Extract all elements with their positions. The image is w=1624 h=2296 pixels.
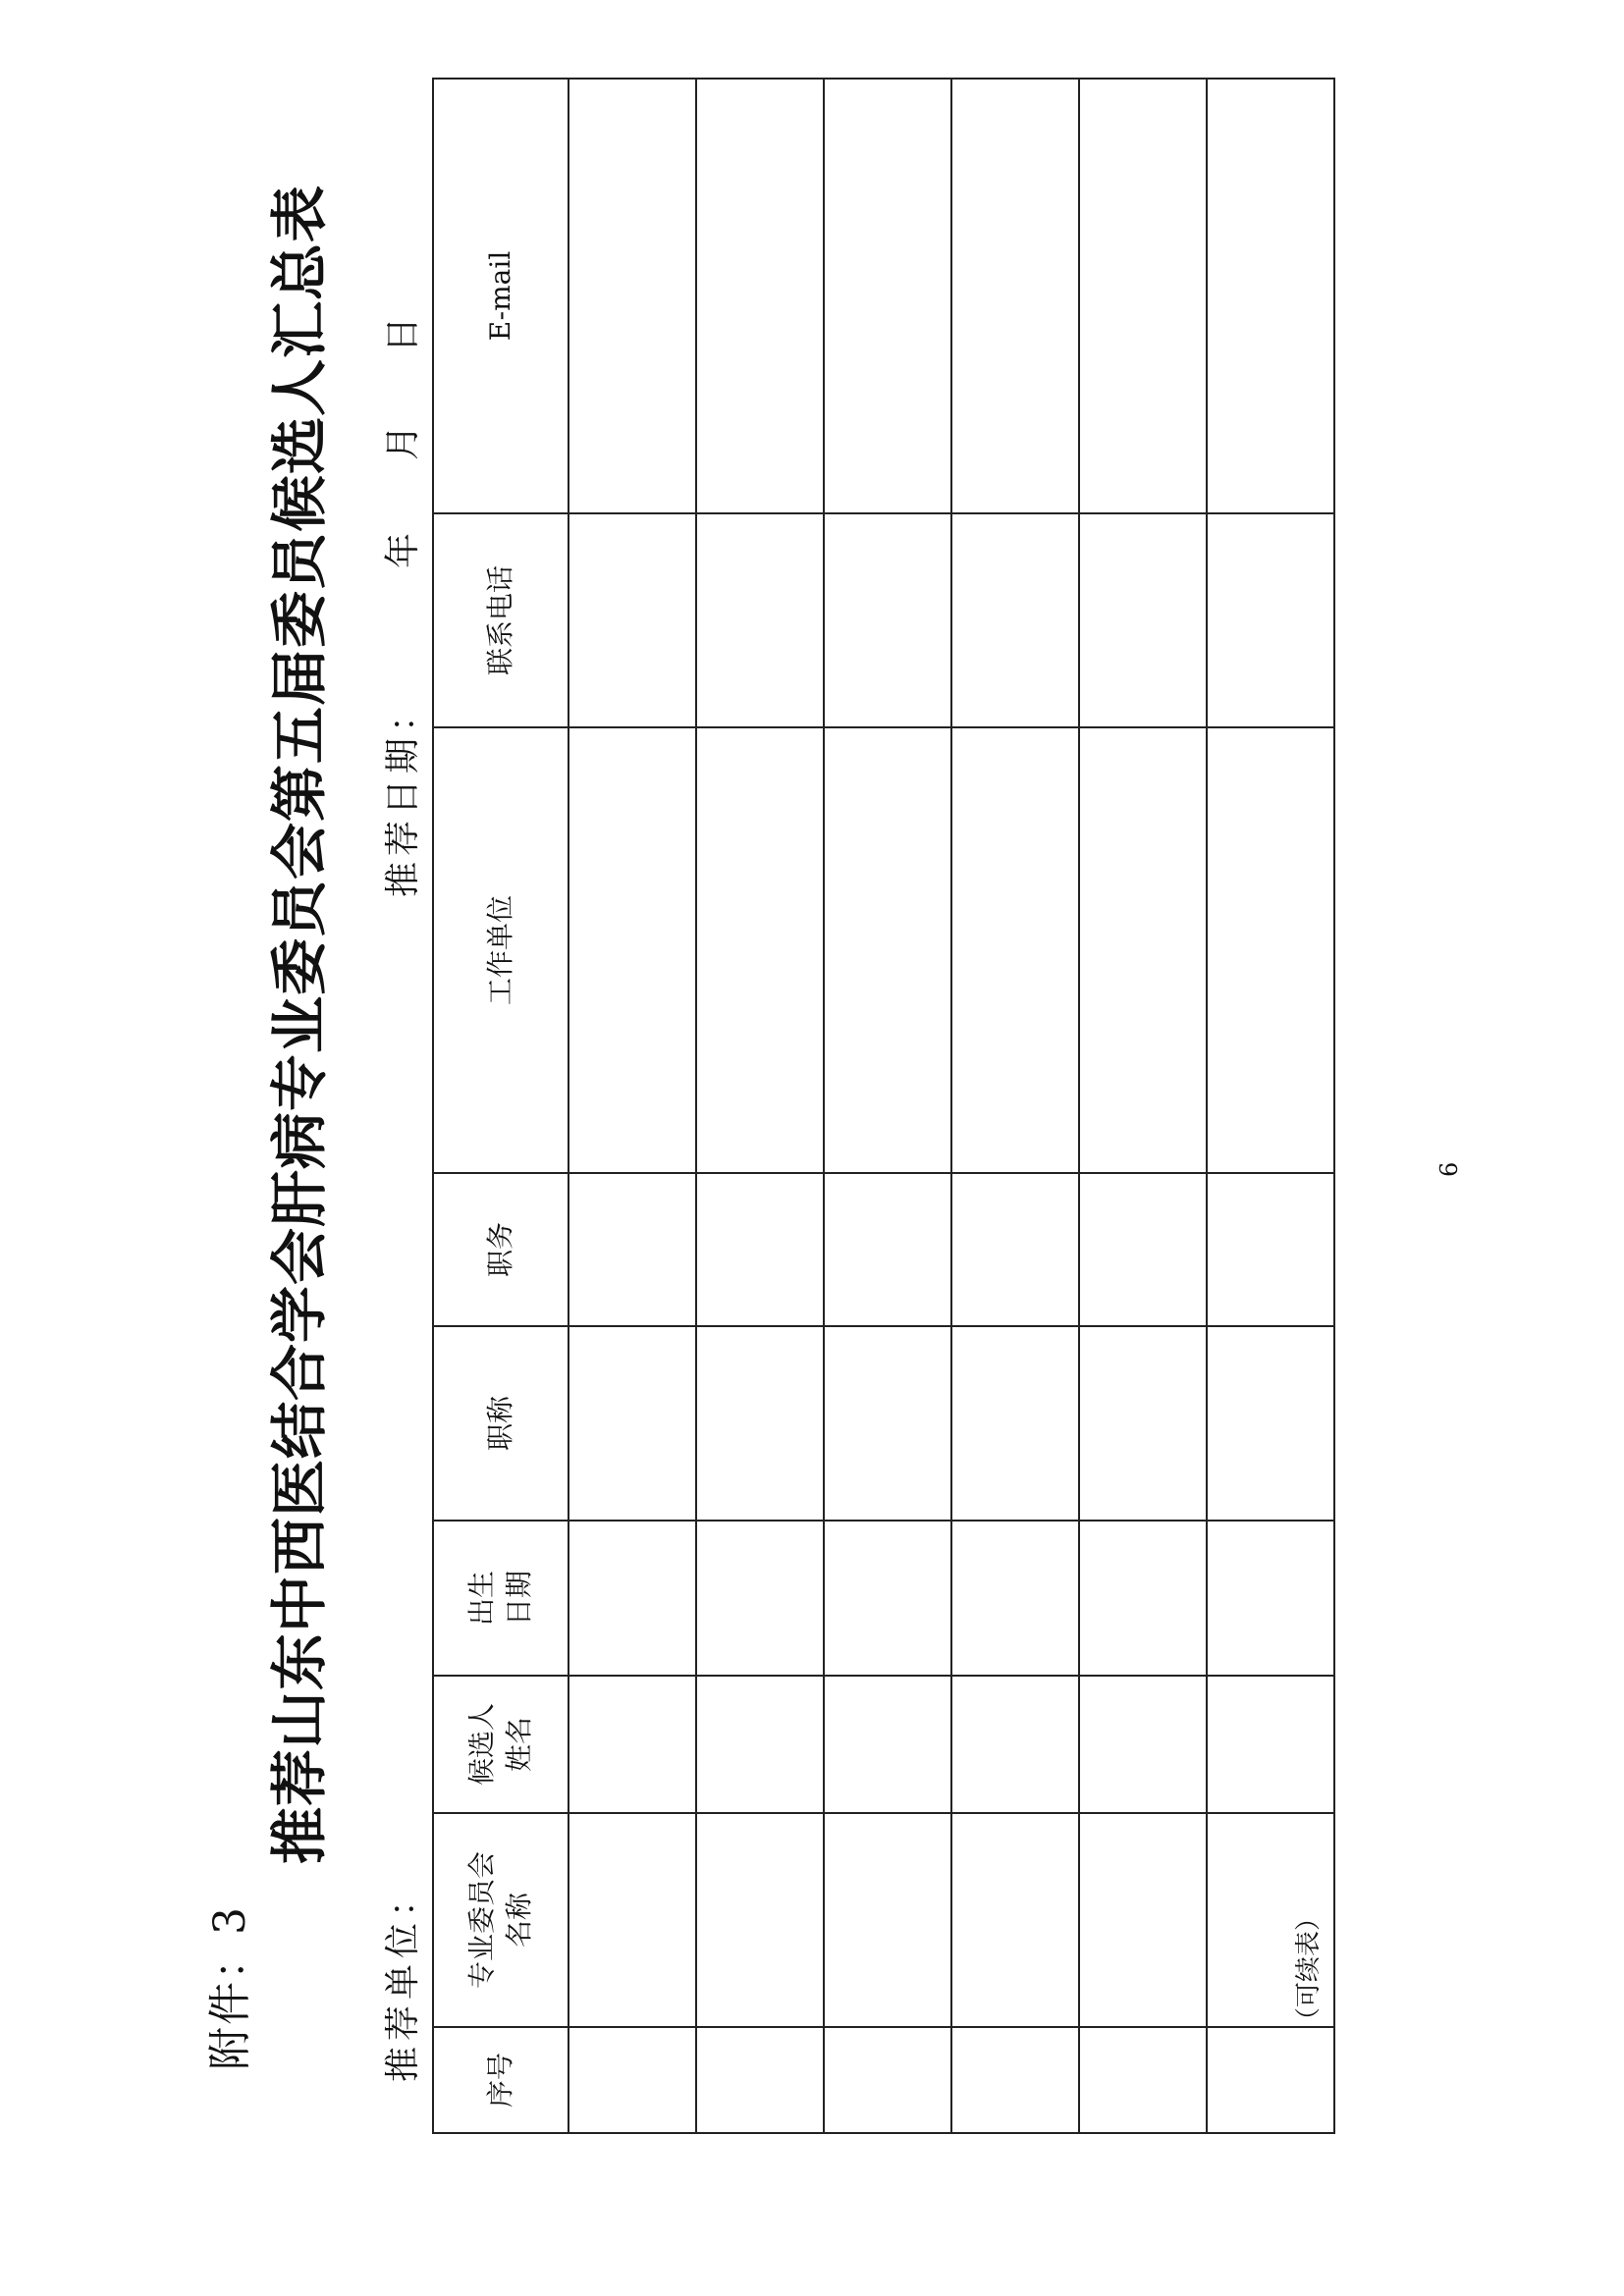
table-cell[interactable]	[568, 1173, 696, 1326]
date-month-label: 月	[383, 424, 423, 460]
table-cell[interactable]	[696, 1813, 824, 2027]
page-number: 6	[1435, 1161, 1463, 1177]
column-header	[433, 1676, 568, 1813]
table-cell[interactable]	[1207, 1326, 1334, 1521]
column-header-line: 日期	[503, 1571, 535, 1627]
column-header-line: 序号	[484, 2053, 516, 2109]
table-cell[interactable]	[951, 2027, 1079, 2133]
column-header	[433, 79, 568, 513]
table-cell[interactable]	[1207, 1676, 1334, 1813]
column-header	[433, 1813, 568, 2027]
column-header	[433, 727, 568, 1173]
column-header-line: 工作单位	[484, 895, 516, 1006]
table-cell[interactable]	[951, 1676, 1079, 1813]
column-header	[433, 513, 568, 727]
table-cell[interactable]	[696, 1521, 824, 1676]
column-header-line: 出生	[465, 1571, 498, 1627]
table-cell[interactable]	[696, 727, 824, 1173]
table-cell[interactable]	[568, 2027, 696, 2133]
table-cell[interactable]	[824, 1676, 951, 1813]
table-cell[interactable]	[696, 2027, 824, 2133]
table-cell[interactable]	[568, 513, 696, 727]
table-cell[interactable]	[1207, 727, 1334, 1173]
table-cell[interactable]	[696, 1173, 824, 1326]
column-header	[433, 2027, 568, 2133]
table-cell[interactable]	[568, 1326, 696, 1521]
table-cell[interactable]	[1079, 727, 1207, 1173]
column-header-line: E-mail	[484, 250, 516, 342]
table-cell[interactable]	[1079, 1813, 1207, 2027]
table-cell[interactable]	[1207, 513, 1334, 727]
column-header-line: 职称	[484, 1396, 516, 1452]
column-header-line: 联系电话	[484, 565, 516, 676]
table-row	[824, 79, 951, 2133]
table-cell[interactable]	[951, 513, 1079, 727]
table-cell[interactable]	[1079, 1326, 1207, 1521]
continuation-note: （可续表）	[1294, 1904, 1324, 2033]
table-cell[interactable]	[951, 1521, 1079, 1676]
table-cell[interactable]	[824, 727, 951, 1173]
table-cell[interactable]	[824, 1813, 951, 2027]
table-cell[interactable]	[1079, 1173, 1207, 1326]
table-cell[interactable]	[824, 79, 951, 513]
column-header	[433, 1173, 568, 1326]
table-row	[951, 79, 1079, 2133]
table-cell[interactable]	[1079, 1521, 1207, 1676]
table-cell[interactable]	[696, 1676, 824, 1813]
table-cell[interactable]	[696, 1326, 824, 1521]
table-cell[interactable]	[568, 727, 696, 1173]
table-cell[interactable]	[824, 2027, 951, 2133]
column-header-line: 职务	[484, 1222, 516, 1278]
table-cell[interactable]	[824, 1326, 951, 1521]
table-cell[interactable]	[951, 1813, 1079, 2027]
column-header	[433, 1521, 568, 1676]
column-header-line: 专业委员会	[465, 1851, 498, 1990]
table-cell[interactable]	[568, 1813, 696, 2027]
page-title: 推荐山东中西医结合学会肝病专业委员会第五届委员候选人汇总表	[266, 184, 333, 1864]
table-cell[interactable]	[696, 513, 824, 727]
table-cell[interactable]	[951, 727, 1079, 1173]
table-cell[interactable]	[951, 1173, 1079, 1326]
table-cell[interactable]	[1207, 79, 1334, 513]
column-header-line: 姓名	[503, 1717, 535, 1773]
table-cell[interactable]	[951, 79, 1079, 513]
table-cell[interactable]	[696, 79, 824, 513]
table-cell[interactable]	[1207, 1521, 1334, 1676]
table-row	[1207, 79, 1334, 2133]
table-row	[696, 79, 824, 2133]
table-cell[interactable]	[1079, 513, 1207, 727]
date-year-label: 年	[383, 532, 423, 568]
table-cell[interactable]	[1079, 2027, 1207, 2133]
table-header-row	[433, 79, 568, 2133]
table-cell[interactable]	[824, 1173, 951, 1326]
table-cell[interactable]	[568, 1676, 696, 1813]
table-cell[interactable]	[951, 1326, 1079, 1521]
candidate-summary-table	[432, 78, 1335, 2134]
column-header	[433, 1326, 568, 1521]
table-cell[interactable]	[824, 513, 951, 727]
attachment-label: 附件：3	[205, 1905, 255, 2070]
column-header-line: 候选人	[465, 1703, 498, 1787]
table-row	[1079, 79, 1207, 2133]
recommend-date-label: 推荐日期：	[383, 690, 423, 897]
table-cell[interactable]	[1079, 79, 1207, 513]
table-cell[interactable]	[1079, 1676, 1207, 1813]
table-cell[interactable]	[1207, 1173, 1334, 1326]
table-cell[interactable]	[568, 1521, 696, 1676]
table-row	[568, 79, 696, 2133]
date-day-label: 日	[383, 316, 423, 352]
table-cell[interactable]	[824, 1521, 951, 1676]
recommending-unit-label: 推荐单位：	[383, 1875, 423, 2082]
table-cell[interactable]	[1207, 2027, 1334, 2133]
table-cell[interactable]	[568, 79, 696, 513]
column-header-line: 名称	[503, 1893, 535, 1949]
